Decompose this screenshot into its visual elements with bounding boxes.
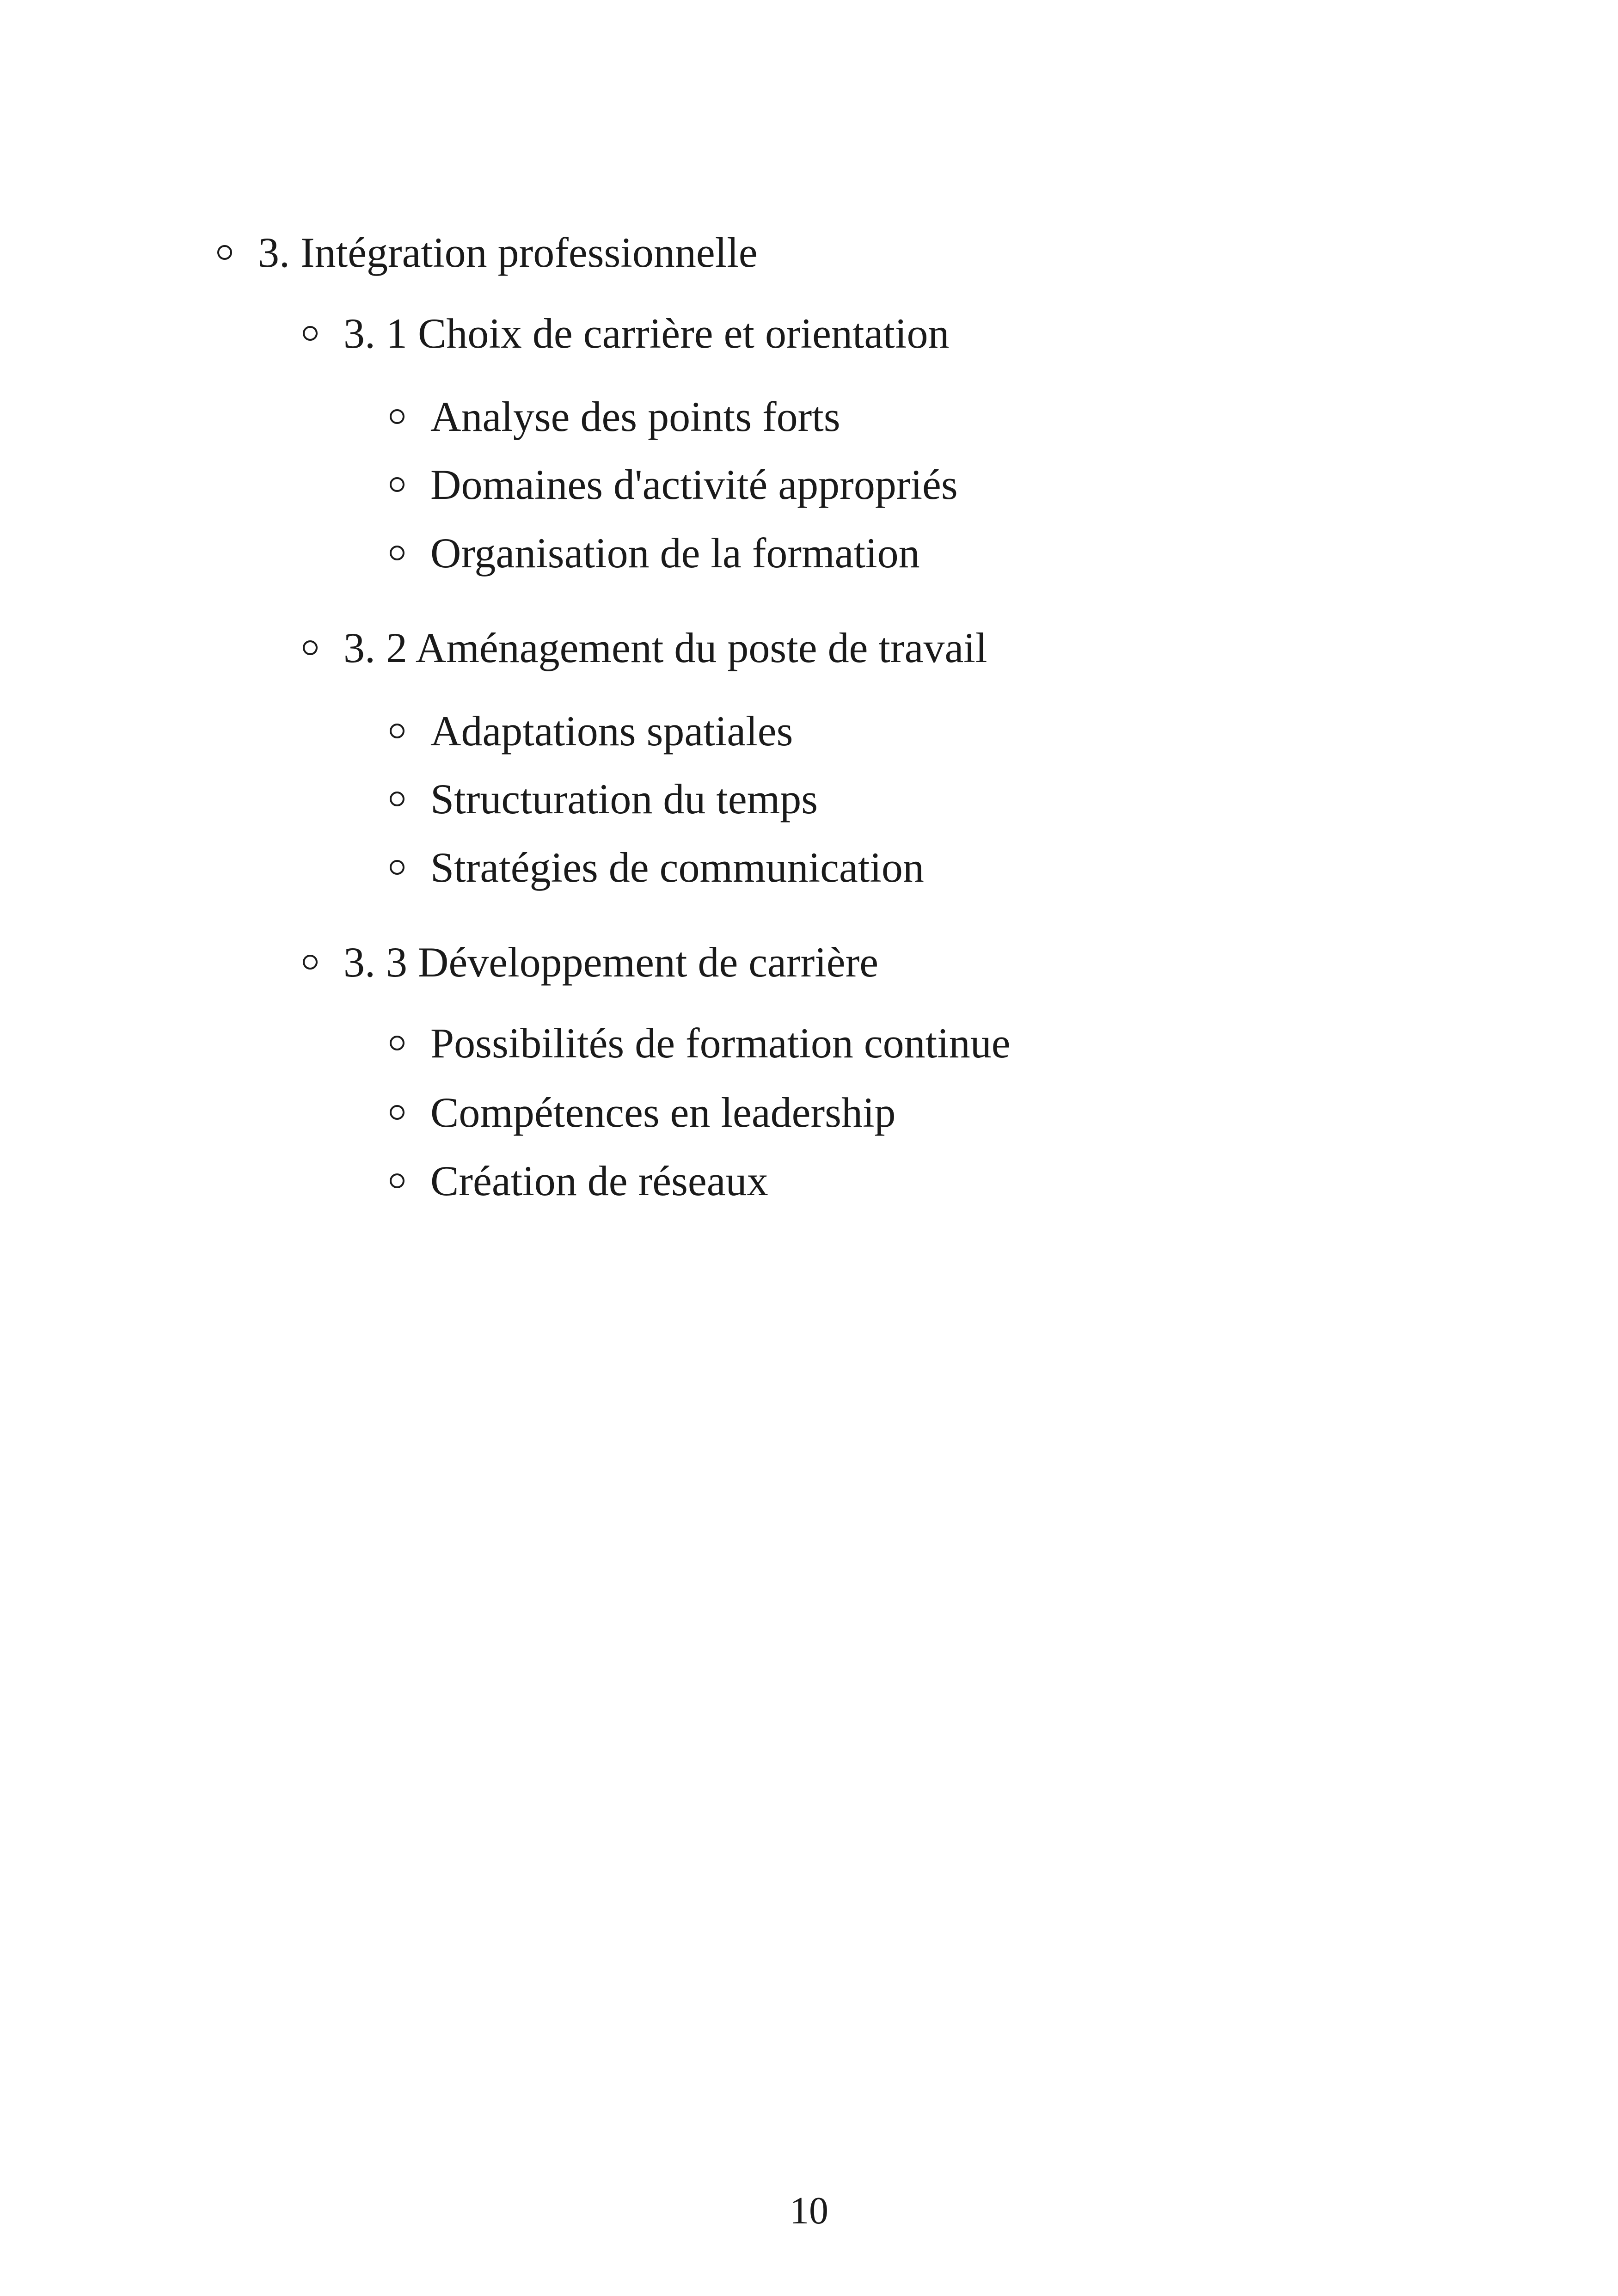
page-number: 10 (790, 2189, 828, 2232)
subsection-title: 3. 1 Choix de carrière et orientation (343, 310, 950, 357)
circle-bullet-icon (390, 409, 404, 424)
subsection-heading (303, 626, 987, 669)
circle-bullet-icon (390, 724, 404, 738)
list-item-text: Analyse des points forts (430, 393, 840, 440)
list-item-text: Organisation de la formation (430, 529, 920, 577)
list-item (390, 775, 818, 823)
circle-bullet-icon (390, 1036, 404, 1050)
list-item (390, 1091, 896, 1134)
circle-bullet-icon (390, 860, 404, 875)
list-item-text: Structuration du temps (430, 775, 818, 823)
list-item (390, 395, 840, 438)
list-item-text: Domaines d'activité appropriés (430, 461, 958, 508)
list-item (390, 463, 958, 506)
list-item (390, 707, 793, 755)
list-item (390, 529, 920, 577)
circle-bullet-icon (303, 955, 318, 970)
outline-section (217, 231, 758, 274)
list-item-text: Adaptations spatiales (430, 707, 793, 755)
list-item (390, 1157, 768, 1204)
circle-bullet-icon (390, 477, 404, 492)
list-item-text: Stratégies de communication (430, 844, 924, 891)
subsection-title: 3. 3 Développement de carrière (343, 939, 879, 986)
subsection-heading (303, 312, 950, 355)
list-item-text: Compétences en leadership (430, 1089, 896, 1136)
subsection-title: 3. 2 Aménagement du poste de travail (343, 624, 987, 671)
circle-bullet-icon (390, 1173, 404, 1188)
subsection-heading (303, 939, 879, 986)
circle-bullet-icon (303, 640, 318, 655)
circle-bullet-icon (217, 245, 232, 260)
list-item (390, 846, 924, 889)
list-item (390, 1019, 1011, 1067)
section-title: 3. Intégration professionnelle (258, 229, 758, 276)
circle-bullet-icon (303, 326, 318, 341)
circle-bullet-icon (390, 546, 404, 560)
circle-bullet-icon (390, 1105, 404, 1120)
list-item-text: Création de réseaux (430, 1157, 768, 1204)
circle-bullet-icon (390, 792, 404, 806)
list-item-text: Possibilités de formation continue (430, 1019, 1011, 1067)
